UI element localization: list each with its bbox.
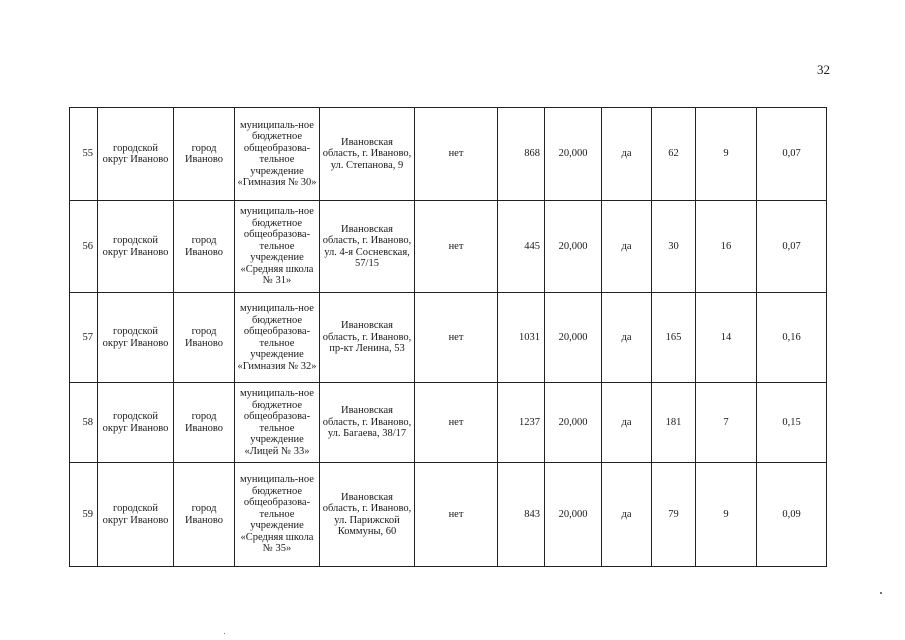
institution-cell: муниципаль-ное бюджетное общеобразова-тельное учреждение «Гимназия № 30» (235, 108, 320, 201)
city-cell: город Иваново (174, 383, 235, 463)
flag1-cell: нет (415, 293, 498, 383)
value-cell: 20,000 (545, 463, 602, 567)
count-cell: 1237 (498, 383, 545, 463)
n1-cell: 30 (652, 201, 696, 293)
flag1-cell: нет (415, 201, 498, 293)
value-cell: 20,000 (545, 201, 602, 293)
address-cell: Ивановская область, г. Иваново, ул. Парижской Коммуны, 60 (320, 463, 415, 567)
count-cell: 1031 (498, 293, 545, 383)
ratio-cell: 0,16 (757, 293, 827, 383)
scan-speck (224, 633, 225, 634)
district-cell: городской округ Иваново (98, 383, 174, 463)
count-cell: 445 (498, 201, 545, 293)
district-cell: городской округ Иваново (98, 463, 174, 567)
institution-cell: муниципаль-ное бюджетное общеобразова-тельное учреждение «Гимназия № 32» (235, 293, 320, 383)
table-row (70, 293, 827, 383)
table-row (70, 463, 827, 567)
value-cell: 20,000 (545, 293, 602, 383)
n2-cell: 9 (696, 108, 757, 201)
table-row (70, 383, 827, 463)
flag2-cell: да (602, 201, 652, 293)
scan-speck (880, 592, 882, 594)
schools-table (69, 107, 827, 567)
district-cell: городской округ Иваново (98, 293, 174, 383)
institution-cell: муниципаль-ное бюджетное общеобразова-тельное учреждение «Средняя школа № 31» (235, 201, 320, 293)
row-number-cell: 58 (70, 383, 98, 463)
ratio-cell: 0,09 (757, 463, 827, 567)
flag1-cell: нет (415, 463, 498, 567)
city-cell: город Иваново (174, 201, 235, 293)
district-cell: городской округ Иваново (98, 201, 174, 293)
table-row (70, 201, 827, 293)
count-cell: 843 (498, 463, 545, 567)
n1-cell: 62 (652, 108, 696, 201)
n1-cell: 165 (652, 293, 696, 383)
flag2-cell: да (602, 463, 652, 567)
n2-cell: 9 (696, 463, 757, 567)
flag1-cell: нет (415, 383, 498, 463)
count-cell: 868 (498, 108, 545, 201)
n1-cell: 79 (652, 463, 696, 567)
address-cell: Ивановская область, г. Иваново, ул. Степанова, 9 (320, 108, 415, 201)
row-number-cell: 55 (70, 108, 98, 201)
n2-cell: 7 (696, 383, 757, 463)
value-cell: 20,000 (545, 108, 602, 201)
flag2-cell: да (602, 293, 652, 383)
row-number-cell: 57 (70, 293, 98, 383)
district-cell: городской округ Иваново (98, 108, 174, 201)
ratio-cell: 0,15 (757, 383, 827, 463)
city-cell: город Иваново (174, 108, 235, 201)
ratio-cell: 0,07 (757, 201, 827, 293)
address-cell: Ивановская область, г. Иваново, ул. Багаева, 38/17 (320, 383, 415, 463)
page-number: 32 (817, 62, 830, 77)
address-cell: Ивановская область, г. Иваново, пр-кт Ленина, 53 (320, 293, 415, 383)
n2-cell: 16 (696, 201, 757, 293)
flag2-cell: да (602, 383, 652, 463)
value-cell: 20,000 (545, 383, 602, 463)
flag2-cell: да (602, 108, 652, 201)
institution-cell: муниципаль-ное бюджетное общеобразова-тельное учреждение «Средняя школа № 35» (235, 463, 320, 567)
row-number-cell: 56 (70, 201, 98, 293)
flag1-cell: нет (415, 108, 498, 201)
city-cell: город Иваново (174, 463, 235, 567)
address-cell: Ивановская область, г. Иваново, ул. 4-я Сосневская, 57/15 (320, 201, 415, 293)
institution-cell: муниципаль-ное бюджетное общеобразова-тельное учреждение «Лицей № 33» (235, 383, 320, 463)
row-number-cell: 59 (70, 463, 98, 567)
table-row (70, 108, 827, 201)
n2-cell: 14 (696, 293, 757, 383)
n1-cell: 181 (652, 383, 696, 463)
ratio-cell: 0,07 (757, 108, 827, 201)
city-cell: город Иваново (174, 293, 235, 383)
